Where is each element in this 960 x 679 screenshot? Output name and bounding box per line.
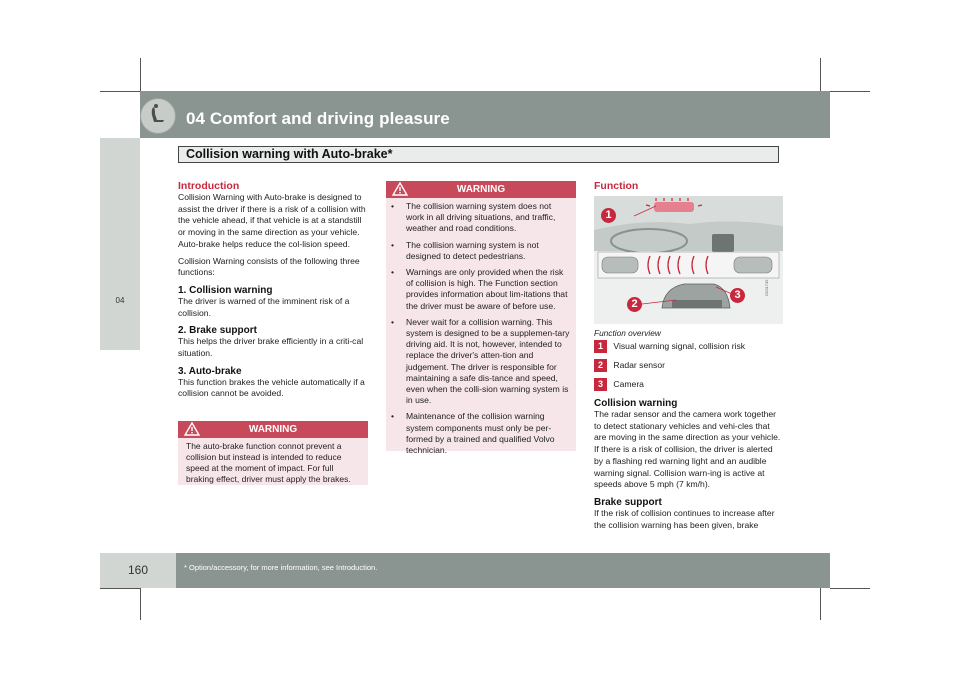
legend-number: 3 xyxy=(594,378,607,391)
side-tab xyxy=(100,138,140,350)
list-item: • Warnings are only provided when the risk of collision is high. The Function section provides information about lim-itations that the driver must be aware of before use. xyxy=(386,267,570,312)
function-heading: 2. Brake support xyxy=(178,325,257,337)
warning-header xyxy=(386,181,576,198)
warning-label: WARNING xyxy=(248,424,298,435)
list-item: • The collision warning system is not designed to detect pedestrians. xyxy=(386,240,570,262)
function-figure xyxy=(594,196,783,324)
warning-box xyxy=(178,421,368,485)
legend-item xyxy=(594,340,783,353)
crop-mark xyxy=(830,91,870,92)
warning-triangle-icon xyxy=(392,182,408,202)
function-heading: 3. Auto-brake xyxy=(178,365,242,377)
chapter-title: 04 Comfort and driving pleasure xyxy=(186,109,450,128)
list-item: • Never wait for a collision warning. This system is designed to be a supplemen-tary driving aid. It is not, however, intended to replace the driver's atten-tion and judgement. The driver is responsible for maintaining a safe dis-tance and speed, even when the colli-sion warning system is in use. xyxy=(386,317,570,407)
crop-mark xyxy=(100,588,140,589)
legend-list xyxy=(594,340,783,391)
page-number: 160 xyxy=(127,563,149,577)
bs-text: If the risk of collision continues to increase after the collision warning has been given, brake xyxy=(594,507,775,530)
legend-item xyxy=(594,378,783,391)
side-tab-label: 04 xyxy=(115,296,125,305)
bs-heading: Brake support xyxy=(594,496,662,508)
warning-box-large xyxy=(386,181,576,456)
list-item: • The collision warning system does not work in all driving situations, and traffic, weather and road conditions. xyxy=(386,201,570,235)
figure-caption: Function overview xyxy=(594,328,661,338)
intro-heading: Introduction xyxy=(178,180,240,192)
function-heading: Function xyxy=(594,180,639,192)
cw-text: The radar sensor and the camera work together to detect stationary vehicles and vehi-cles that are moving in the same direction as your vehicle. If there is a risk of collision, the driver is alerted by a flashing red warning light and an audible warning signal. Collision warn-ing is active at speeds above 5 mph (7 km/h). xyxy=(594,409,781,490)
column-1 xyxy=(178,180,368,400)
warning-list xyxy=(386,201,576,456)
function-text: This helps the driver brake efficiently in a criti-cal situation. xyxy=(178,336,364,359)
legend-text: Radar sensor xyxy=(613,360,665,370)
cw-heading: Collision warning xyxy=(594,398,678,409)
legend-text: Camera xyxy=(613,379,644,389)
seat-icon xyxy=(140,98,176,134)
figure-code: G031745 xyxy=(764,279,769,296)
legend-text: Visual warning signal, collision risk xyxy=(613,341,746,351)
footer-note: * Option/accessory, for more information, see Introduction. xyxy=(184,563,378,572)
intro-paragraph: Collision Warning with Auto-brake is designed to assist the driver if there is a risk of a collision with the vehicle ahead, if that vehicle is at a standstill or moving in the same direction as your vehicle. Auto-brake helps reduce the col-lision speed. xyxy=(178,192,366,249)
intro-paragraph: Collision Warning consists of the following three functions: xyxy=(178,255,360,278)
warning-label: WARNING xyxy=(456,184,506,195)
function-text: The driver is warned of the imminent risk of a collision. xyxy=(178,295,350,318)
list-item: • Maintenance of the collision warning system components must only be per-formed by a trained and qualified Volvo technician. xyxy=(386,411,570,456)
callout-1: 1 xyxy=(601,208,616,223)
callout-2: 2 xyxy=(627,297,642,312)
legend-number: 1 xyxy=(594,340,607,353)
function-heading: 1. Collision warning xyxy=(178,284,273,296)
function-text: This function brakes the vehicle automatically if a collision cannot be avoided. xyxy=(178,376,365,399)
callout-3: 3 xyxy=(730,288,745,303)
crop-mark xyxy=(100,91,140,92)
crop-mark xyxy=(830,588,870,589)
section-title: Collision warning with Auto-brake* xyxy=(186,147,393,161)
legend-item xyxy=(594,359,783,372)
column-3-text xyxy=(594,398,784,531)
warning-text: The auto-brake function connot prevent a collision but instead is intended to reduce speed at the moment of impact. For full braking effect, driver must apply the brakes. xyxy=(186,441,351,484)
warning-header xyxy=(178,421,368,438)
warning-triangle-icon xyxy=(184,422,200,442)
legend-number: 2 xyxy=(594,359,607,372)
